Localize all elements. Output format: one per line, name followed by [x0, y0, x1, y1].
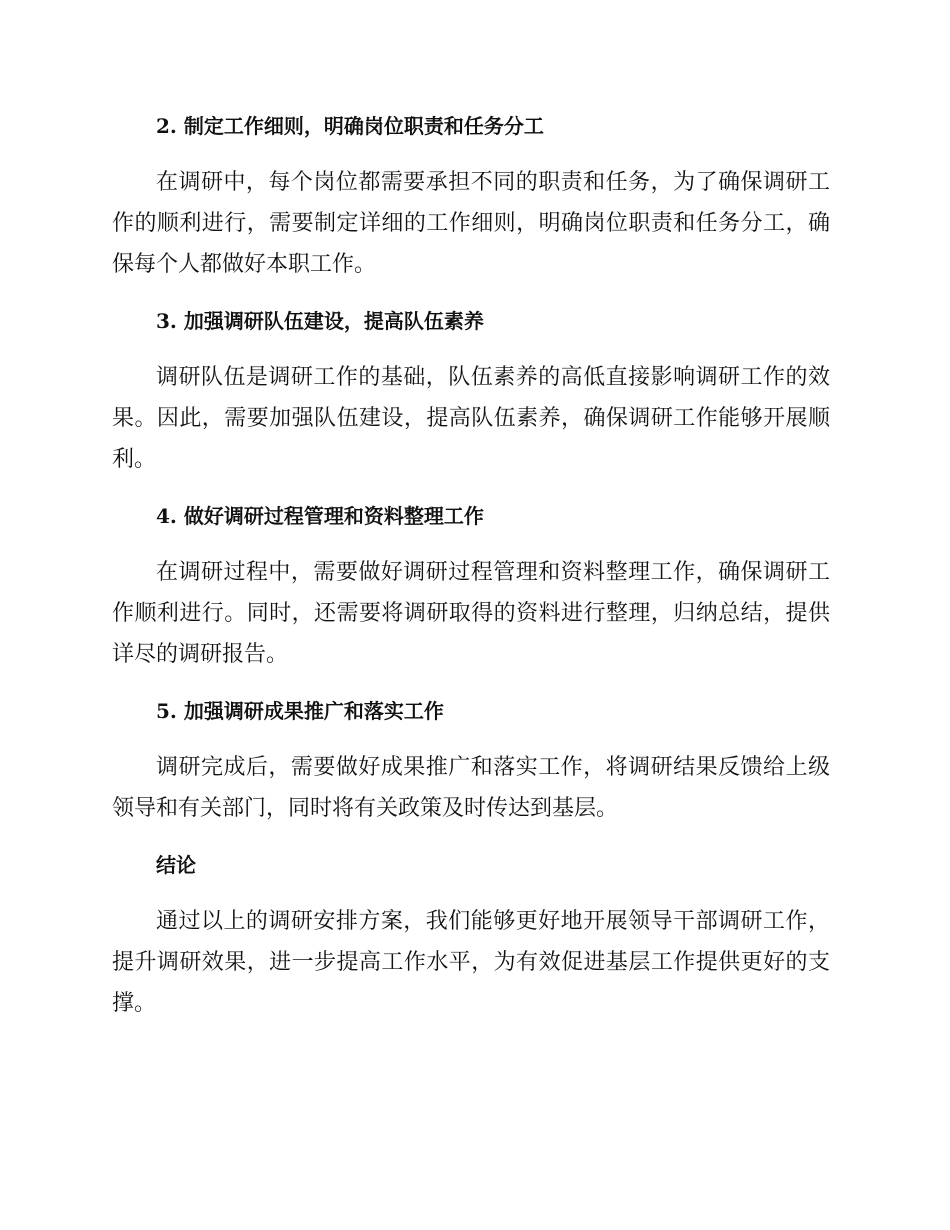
section-heading: 4. 做好调研过程管理和资料整理工作 [156, 504, 484, 528]
section-3 [112, 303, 830, 480]
section-conclusion [112, 847, 830, 1024]
section-paragraph: 在调研过程中，需要做好调研过程管理和资料整理工作，确保调研工作顺利进行。同时，还需要将调研取得的资料进行整理，归纳总结，提供详尽的调研报告。 [112, 560, 830, 667]
section-paragraph: 通过以上的调研安排方案，我们能够更好地开展领导干部调研工作，提升调研效果，进一步提高工作水平，为有效促进基层工作提供更好的支撑。 [112, 909, 830, 1016]
section-heading: 结论 [156, 853, 196, 877]
section-5 [112, 693, 830, 829]
document-content [112, 108, 830, 1024]
section-heading: 2. 制定工作细则，明确岗位职责和任务分工 [156, 114, 544, 138]
section-2 [112, 108, 830, 285]
section-paragraph: 调研完成后，需要做好成果推广和落实工作，将调研结果反馈给上级领导和有关部门，同时将有关政策及时传达到基层。 [112, 755, 830, 821]
section-heading: 5. 加强调研成果推广和落实工作 [156, 699, 444, 723]
section-heading: 3. 加强调研队伍建设，提高队伍素养 [156, 309, 484, 333]
section-paragraph: 调研队伍是调研工作的基础，队伍素养的高低直接影响调研工作的效果。因此，需要加强队伍建设，提高队伍素养，确保调研工作能够开展顺利。 [112, 365, 830, 472]
section-4 [112, 498, 830, 675]
section-paragraph: 在调研中，每个岗位都需要承担不同的职责和任务，为了确保调研工作的顺利进行，需要制定详细的工作细则，明确岗位职责和任务分工，确保每个人都做好本职工作。 [112, 170, 830, 277]
